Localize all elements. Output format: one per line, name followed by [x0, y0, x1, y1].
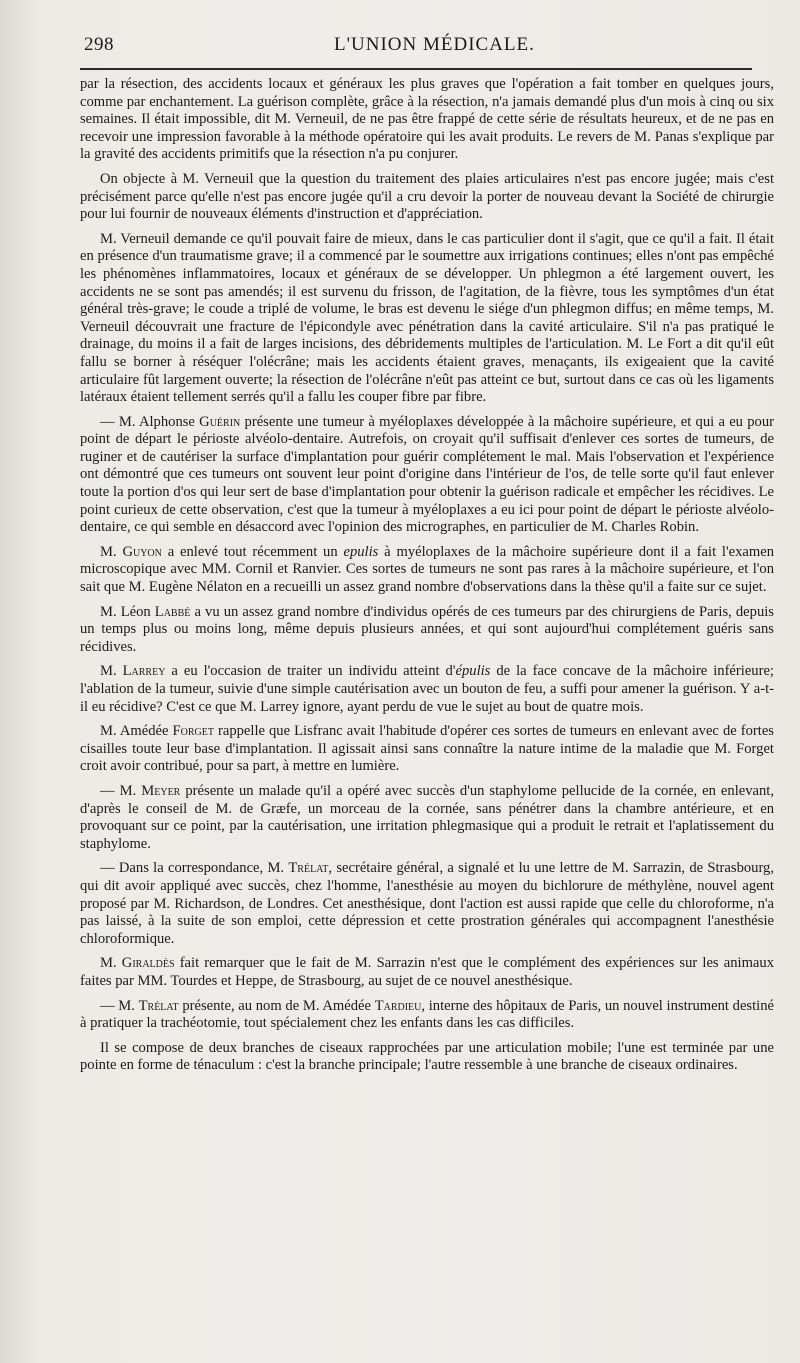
paragraph-larrey: M. Larrey a eu l'occasion de traiter un individu atteint d'épulis de la face concave de la mâchoire inférieure; l'ablation de la tumeur, suivie d'une simple cautérisation avec un bouton de feu, a suffi pour amener la guérison. Y a-t-il eu récidive? C'est ce que M. Larrey ignore, ayant perdu de vue le sujet au bout de quatre mois.	[80, 663, 774, 715]
paragraph-objection: On objecte à M. Verneuil que la question du traitement des plaies articulaires n'est pas encore jugée; mais c'est précisément parce qu'elle n'est pas encore jugée qu'il a cru devoir la porter de nouveau devant la Société de chirurgie pour lui fournir de nouveaux éléments d'instruction et d'appréciation.	[80, 170, 774, 223]
italic-term: epulis	[343, 543, 379, 560]
paragraph-giraldes: M. Giraldès fait remarquer que le fait de M. Sarrazin n'est que le complément des expériences sur les animaux faites par MM. Tourdes et Heppe, de Strasbourg, au sujet de ce nouvel anesthésique.	[80, 955, 774, 989]
paragraph-meyer: — M. Meyer présente un malade qu'il a opéré avec succès d'un staphylome pellucide de la cornée, en enlevant, d'après le conseil de M. de Græfe, un morceau de la cornée, sans pénétrer dans la chambre antérieure, et en provoquant sur ce point, par la cautérisation, une irritation phlegmasique qui a produit le retrait et l'aplatissement du staphylome.	[80, 782, 775, 852]
header-rule	[80, 68, 752, 70]
speaker-name: Tardieu	[374, 997, 422, 1014]
paragraph-instrument-description: Il se compose de deux branches de ciseaux rapprochées par une articulation mobile; l'une est terminée par une pointe en forme de ténaculum : c'est la branche principale; l'autre ressemble à une branche de ciseaux ordinaires.	[80, 1039, 774, 1074]
paragraph-guerin: — M. Alphonse Guérin présente une tumeur à myéloplaxes développée à la mâchoire supérieure, et qui a eu pour point de départ le périoste alvéolo-dentaire. Autrefois, on croyait qu'il suffisait d'enlever ces sortes de tumeurs, de ruginer et de cautériser la surface d'implantation pour guérir complétement le mal. Mais l'observation et l'expérience ont démontré que ces tumeurs ont souvent leur point d'origine dans l'intérieur de l'os, de telle sorte qu'il faut enlever toute la portion d'os qui leur sert de base d'implantation pour obtenir la guérison radicale et empêcher les récidives. Le point curieux de cette observation, c'est que la tumeur à myéloplaxes a eu ici pour point de départ le périoste alvéolo-dentaire, ce qui semble en désaccord avec l'opinion des micrographes, en particulier de M. Charles Robin.	[80, 413, 774, 536]
speaker-name: Trélat	[288, 860, 329, 877]
page-header	[80, 28, 774, 68]
speaker-name: Guérin	[199, 413, 241, 430]
running-title: L'UNION MÉDICALE.	[334, 34, 535, 55]
speaker-name: Guyon	[122, 543, 162, 560]
paragraph-forget: M. Amédée Forget rappelle que Lisfranc avait l'habitude d'opérer ces sortes de tumeurs en enlevant avec de fortes cisailles toute leur base d'implantation. Il agissait ainsi sans connaître la nature intime de la maladie que M. Forget croit avoir contribué, pour sa part, à mettre en lumière.	[80, 723, 774, 775]
paragraph-verneuil-case: M. Verneuil demande ce qu'il pouvait faire de mieux, dans le cas particulier dont il s'agit, que ce qu'il a fait. Il était en présence d'un traumatisme grave; il a commencé par le soumettre aux irrigations continues; elles n'ont pas empêché les phénomènes inflammatoires, locaux et généraux de se développer. Un phlegmon a été largement ouvert, les accidents ne se sont pas amendés; il est survenu du frisson, de l'agitation, de la fièvre, tous les symptômes d'un état général très-grave; le coude a triplé de volume, le bras est devenu le siége d'un phlegmon diffus; en même temps, M. Verneuil découvrait une fracture de l'épicondyle avec pénétration dans la cavité articulaire. S'il n'a pas pratiqué le drainage, du moins il a fait de larges incisions, des débridements multiples de l'articulation. M. Le Fort a dit qu'il eût fallu se borner à réséquer l'olécrâne; mais les accidents étaient graves, menaçants, ils exigeaient que la cavité articulaire fût largement ouverte; la résection de l'olécrâne n'eût pas atteint ce but, surtout dans ce cas où les ligaments latéraux étaient tellement serrés qu'il a fallu les couper fibre par fibre.	[80, 230, 774, 406]
speaker-name: Giraldès	[121, 955, 175, 972]
paragraph-trelat-correspondence: — Dans la correspondance, M. Trélat, secrétaire général, a signalé et lu une lettre de M. Sarrazin, de Strasbourg, qui dit avoir appliqué avec succès, chez l'homme, l'anesthésie au moyen du bichlorure de méthylène, nouvel agent proposé par M. Richardson, de Londres. Cet anesthésique, dont l'action est aussi rapide que celle du chloroforme, n'a pas laissé, à la suite de son emploi, cette dépression et cette prostration générales qui accompagnent l'anesthésie chloroformique.	[80, 860, 775, 947]
paragraph-labbe: M. Léon Labbé a vu un assez grand nombre d'individus opérés de ces tumeurs par des chirurgiens de Paris, depuis un temps plus ou moins long, même depuis plusieurs années, et qui sont aujourd'hui complétement guéris sans récidives.	[80, 603, 774, 655]
speaker-name: Labbé	[154, 603, 191, 620]
speaker-name: Larrey	[122, 663, 166, 680]
speaker-name: Trélat	[138, 997, 179, 1014]
paragraph-guyon: M. Guyon a enlevé tout récemment un epulis à myéloplaxes de la mâchoire supérieure dont il a fait l'examen microscopique avec MM. Cornil et Ranvier. Ces sortes de tumeurs ne sont pas rares à la mâchoire supérieure, et l'on sait que M. Eugène Nélaton en a recueilli un assez grand nombre d'observations dans la thèse qu'il a faite sur ce sujet.	[80, 543, 774, 596]
paragraph-trelat-instrument: — M. Trélat présente, au nom de M. Amédée Tardieu, interne des hôpitaux de Paris, un nouvel instrument destiné à pratiquer la trachéotomie, tout spécialement chez les enfants dans les cas difficiles.	[80, 997, 774, 1032]
page-number: 298	[84, 34, 114, 55]
article-body	[80, 76, 774, 1075]
paragraph-verneuil-continuation: par la résection, des accidents locaux et généraux les plus graves que l'opération a fait tomber en quelques jours, comme par enchantement. La guérison complète, grâce à la résection, n'a jamais demandé plus d'un mois à cinq ou six semaines. Il était impossible, dit M. Verneuil, de ne pas être frappé de cette série de résultats heureux, et de ne pas en recevoir une impression favorable à la méthode opératoire qui les avait produits. Le revers de M. Panas s'explique par la gravité des accidents primitifs que la résection n'a pu conjurer.	[80, 76, 774, 163]
speaker-name: Forget	[172, 723, 214, 740]
speaker-name: Meyer	[141, 782, 181, 799]
italic-term: épulis	[455, 663, 491, 680]
